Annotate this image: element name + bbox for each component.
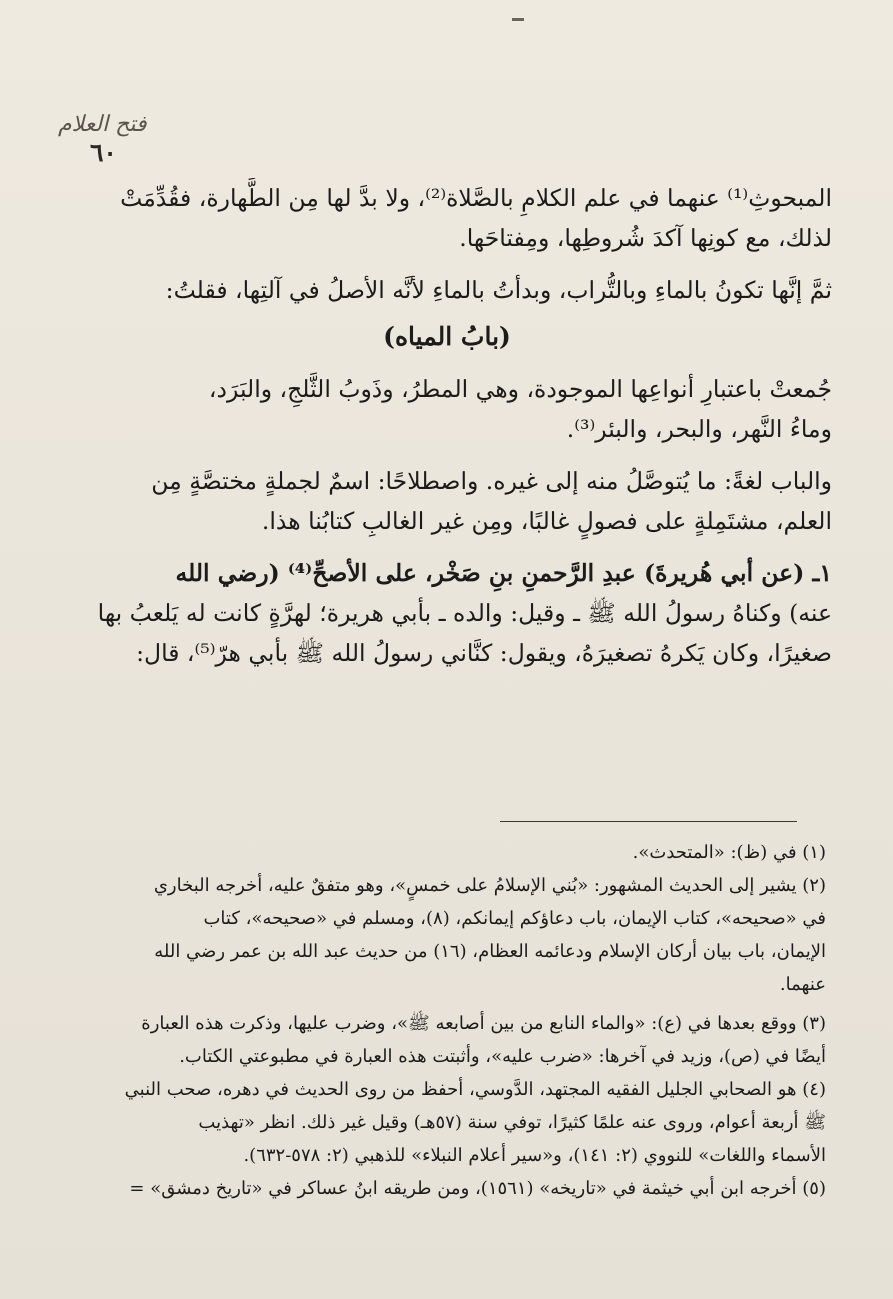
page-number: ٦٠ <box>90 138 117 167</box>
footnote-divider <box>500 821 797 822</box>
text-line: عنه) وكناهُ رسولُ الله ﷺ ـ وقيل: والده ـ بأبي هريرة؛ لهرَّةٍ كانت له يَلعبُ بها <box>97 599 832 627</box>
text-line: العلم، مشتَمِلةٍ على فصولٍ غالبًا، ومِن غير الغالبِ كتابُنا هذا. <box>261 507 832 535</box>
footnote-5: (٥) أخرجه ابن أبي خيثمة في «تاريخه» (١٥٦١)، ومن طريقه ابنُ عساكر في «تاريخ دمشق» = <box>129 1178 826 1199</box>
footnote-line: الإيمان، باب بيان أركان الإسلام ودعائمه العظام، (١٦) من حديث عبد الله بن عمر رضي الله <box>154 941 826 962</box>
footnotes <box>62 836 826 1205</box>
text-line: صغيرًا، وكان يَكرهُ تصغيرَهُ، ويقول: كنَّاني رسولُ الله ﷺ بأبي هرّ⁽⁵⁾، قال: <box>136 639 832 667</box>
hadith-paragraph <box>62 553 832 673</box>
footnote-1: (١) في (ظ): «المتحدث». <box>632 842 826 863</box>
footnote-line: الأسماء واللغات» للنووي (٢: ١٤١)، و«سير أعلام النبلاء» للذهبي (٢: ٥٧٨-٦٣٢). <box>243 1145 826 1166</box>
footnote-2 <box>62 869 826 1001</box>
text-line: ثمَّ إنَّها تكونُ بالماءِ وبالتُّراب، وبدأتُ بالماءِ لأنَّه الأصلُ في آلتِها، فقلتُ: <box>165 276 832 304</box>
footnote-line: (٢) يشير إلى الحديث المشهور: «بُني الإسلامُ على خمسٍ»، وهو متفقٌ عليه، أخرجه البخاري <box>153 875 826 896</box>
text-line: وماءُ النَّهر، والبحر، والبئر⁽³⁾. <box>566 415 832 443</box>
footnote-4 <box>62 1073 826 1172</box>
footnote-line: في «صحيحه»، كتاب الإيمان، باب دعاؤكم إيمانكم، (٨)، ومسلم في «صحيحه»، كتاب <box>203 908 826 929</box>
running-head: فتح العلام <box>58 112 147 137</box>
section-title: (بابُ المياه) <box>383 322 511 351</box>
text-line: المبحوثِ⁽¹⁾ عنهما في علم الكلامِ بالصَّلاة⁽²⁾، ولا بدَّ لها مِن الطَّهارة، فقُدِّمَتْ <box>120 184 832 212</box>
text-line: لذلك، مع كونِها آكدَ شُروطِها، ومِفتاحَها. <box>459 224 832 252</box>
footnote-3 <box>62 1007 826 1073</box>
waters-paragraph <box>62 369 832 449</box>
transition-paragraph <box>62 270 832 310</box>
footnote-line: (٤) هو الصحابي الجليل الفقيه المجتهد، الدَّوسي، أحفظ من روى الحديث في دهره، صحب النبي <box>124 1079 826 1100</box>
footnote-line: أيضًا في (ص)، وزيد في آخرها: «ضرب عليه»، وأثبتت هذه العبارة في مطبوعتي الكتاب. <box>179 1046 826 1067</box>
intro-paragraph <box>62 178 832 258</box>
footnote-line: عنهما. <box>779 974 826 995</box>
printer-mark <box>512 18 524 21</box>
text-line: ١ـ (عن أبي هُريرةَ) عبدِ الرَّحمنِ بنِ صَخْر، على الأصحِّ⁽⁴⁾ (رضي الله <box>175 559 832 587</box>
footnote-line: (٣) ووقع بعدها في (ع): «والماء النابع من بين أصابعه ﷺ»، وضرب عليها، وذكرت هذه العبارة <box>141 1013 826 1034</box>
main-text <box>62 178 832 685</box>
definition-paragraph <box>62 461 832 541</box>
footnote-line: ﷺ أربعة أعوام، وروى عنه علمًا كثيرًا، توفي سنة (٥٧هـ) وقيل غير ذلك. انظر «تهذيب <box>198 1112 826 1133</box>
text-line: والباب لغةً: ما يُتوصَّلُ منه إلى غيره. واصطلاحًا: اسمٌ لجملةٍ مختصَّةٍ مِن <box>151 467 832 495</box>
text-line: جُمعتْ باعتبارِ أنواعِها الموجودة، وهي المطرُ، وذَوبُ الثَّلجِ، والبَرَد، <box>208 375 832 403</box>
